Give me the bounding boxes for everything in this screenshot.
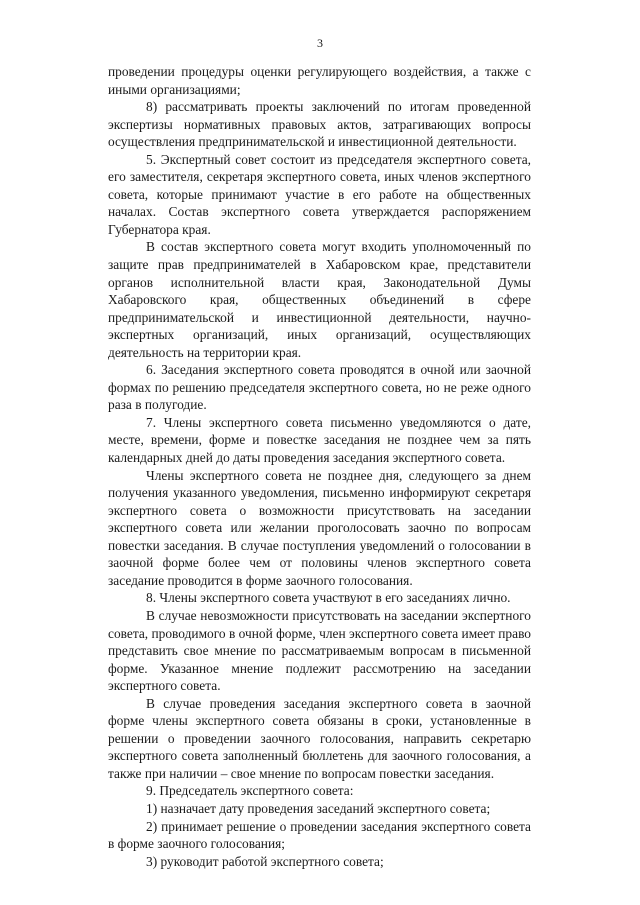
document-body [108, 63, 531, 870]
paragraph-1: проведении процедуры оценки регулирующего воздействия, а также с иными организациями; [108, 64, 531, 97]
paragraph-6: 7. Члены экспертного совета письменно уведомляются о дате, месте, времени, форме и повестке заседания не позднее чем за пять календарных дней до даты проведения заседания экспертного совета. [108, 414, 531, 466]
paragraph-3: 5. Экспертный совет состоит из председателя экспертного совета, его заместителя, секретаря экспертного совета, иных членов экспертного совета, которые принимают участие в его работе на общественных началах. Состав экспертного совета утверждается распоряжением Губернатора края. [108, 151, 531, 237]
paragraph-7: Члены экспертного совета не позднее дня, следующего за днем получения указанного уведомления, письменно информируют секретаря экспертного совета о возможности присутствовать на заседании экспертного совета или желании проголосовать заочно по вопросам повестки заседания. В случае поступления уведомлений о голосовании в заочной форме более чем от половины членов экспертного совета заседание проводится в форме заочного голосования. [108, 467, 531, 588]
paragraph-2: 8) рассматривать проекты заключений по итогам проведенной экспертизы нормативных правовых актов, затрагивающих вопросы осуществления предпринимательской и инвестиционной деятельности. [108, 99, 531, 150]
paragraph-9: В случае невозможности присутствовать на заседании экспертного совета, проводимого в очной форме, член экспертного совета имеет право представить свое мнение по рассматриваемым вопросам в письменной форме. Указанное мнение подлежит рассмотрению на заседании экспертного совета. [108, 607, 531, 694]
paragraph-12: 1) назначает дату проведения заседаний экспертного совета; [146, 800, 491, 816]
page-number: 3 [317, 36, 323, 50]
paragraph-10: В случае проведения заседания экспертного совета в заочной форме члены экспертного совета обязаны в сроки, установленные в решении о проведении заочного голосования, направить секретарю экспертного совета заполненный бюллетень для заочного голосования, а также при наличии – свое мнение по вопросам повестки заседания. [108, 695, 531, 781]
paragraph-5: 6. Заседания экспертного совета проводятся в очной или заочной формах по решению председателя экспертного совета, но не реже одного раза в полугодие. [108, 362, 531, 413]
paragraph-4: В состав экспертного совета могут входить уполномоченный по защите прав предпринимателей в Хабаровском крае, представители органов исполнительной власти края, Законодательной Думы Хабаровского края, общественных объединений в сфере предпринимательской и инвестиционной деятельности, научно-экспертных организаций, иных организаций, осуществляющих деятельность на территории края. [108, 239, 531, 360]
paragraph-13: 2) принимает решение о проведении заседания экспертного совета в форме заочного голосования; [108, 818, 531, 852]
paragraph-8: 8. Члены экспертного совета участвуют в его заседаниях лично. [146, 590, 511, 606]
paragraph-14: 3) руководит работой экспертного совета; [146, 853, 384, 869]
paragraph-11: 9. Председатель экспертного совета: [146, 783, 354, 799]
